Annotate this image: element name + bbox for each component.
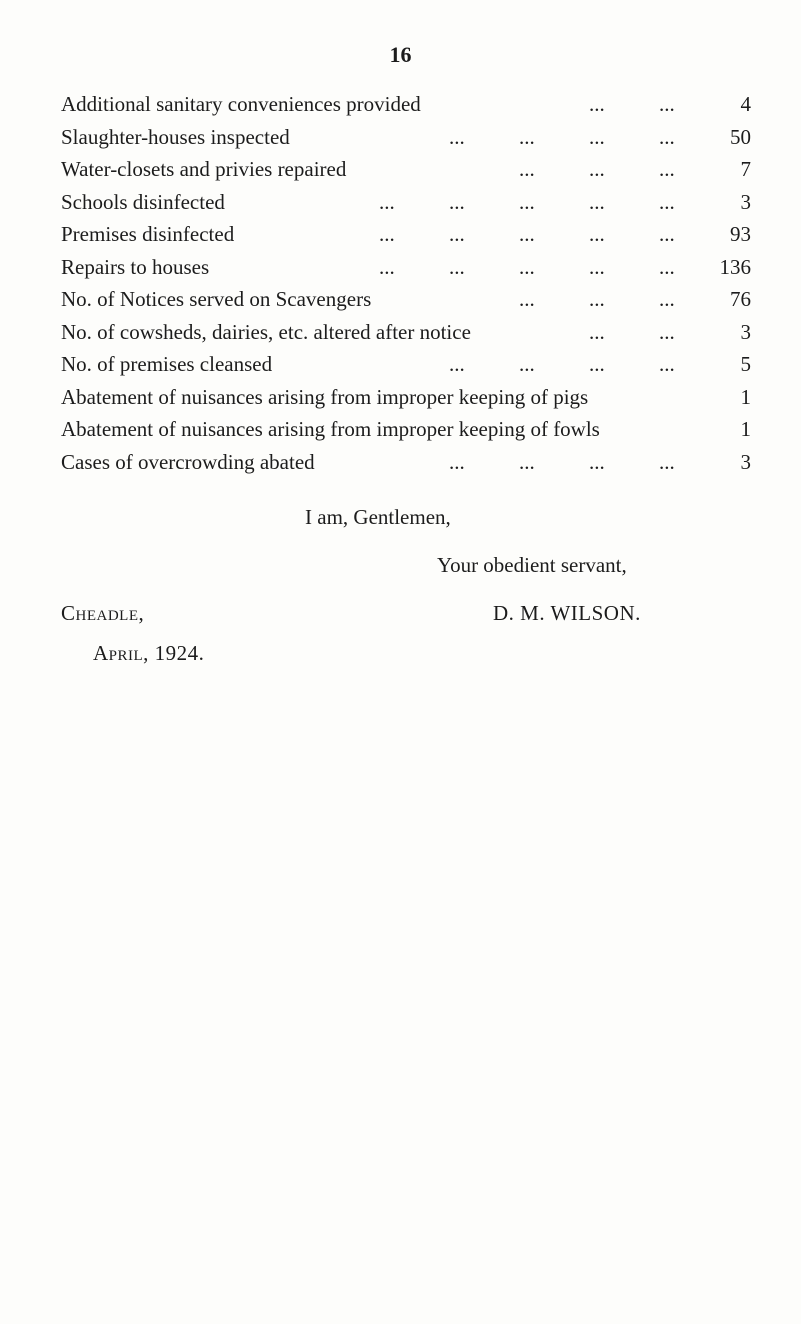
dot-leader: ... [449,222,465,246]
item-value: 3 [740,189,751,214]
place: Cheadle, [61,601,145,625]
dot-leader: ... [659,92,675,116]
dot-leader: ... [589,287,605,311]
table-row [61,121,751,154]
item-value: 136 [719,254,751,279]
table-row [61,283,751,316]
dot-leader: ... [589,254,605,279]
dot-leader: ... [589,352,605,376]
dot-leader: ... [659,189,675,214]
dot-leader: ... [659,222,675,246]
dot-leader: ... [659,157,675,181]
dot-leader: ... [659,449,675,474]
item-label: Schools disinfected [61,189,225,214]
dot-leader: ... [519,449,535,474]
item-value: 5 [740,352,751,376]
signature: D. M. WILSON. [493,601,641,625]
item-value: 93 [730,222,751,246]
dot-leader: ... [519,189,535,214]
item-label: Slaughter-houses inspected [61,124,290,149]
item-value: 1 [740,417,751,441]
statistics-list [61,88,751,478]
dot-leader: ... [449,189,465,214]
item-label: No. of Notices served on Scavengers [61,287,372,311]
item-value: 50 [730,124,751,149]
dot-leader: ... [449,124,465,149]
dot-leader: ... [519,287,535,311]
valediction: Your obedient servant, [437,553,627,577]
table-row [61,446,751,479]
dot-leader: ... [659,124,675,149]
dot-leader: ... [519,254,535,279]
dot-leader: ... [659,352,675,376]
date: April, 1924. [93,641,205,665]
item-label: Additional sanitary conveniences provided [61,92,421,116]
item-label: Abatement of nuisances arising from improper keeping of fowls [61,417,600,441]
salutation: I am, Gentlemen, [305,505,451,529]
dot-leader: ... [589,124,605,149]
item-label: No. of cowsheds, dairies, etc. altered after notice [61,319,471,344]
item-label: Abatement of nuisances arising from improper keeping of pigs [61,384,589,409]
dot-leader: ... [519,157,535,181]
table-row [61,186,751,219]
table-row [61,316,751,349]
dot-leader: ... [589,189,605,214]
item-label: Water-closets and privies repaired [61,157,347,181]
item-value: 7 [740,157,751,181]
item-value: 4 [740,92,751,116]
dot-leader: ... [379,189,395,214]
item-label: Cases of overcrowding abated [61,449,315,474]
dot-leader: ... [589,92,605,116]
dot-leader: ... [589,449,605,474]
item-value: 3 [740,319,751,344]
table-row [61,251,751,284]
dot-leader: ... [519,124,535,149]
item-value: 1 [740,384,751,409]
item-label: Repairs to houses [61,254,210,279]
dot-leader: ... [379,222,395,246]
dot-leader: ... [449,449,465,474]
table-row [61,413,751,446]
dot-leader: ... [379,254,395,279]
table-row [61,218,751,251]
page-number: 16 [389,42,412,67]
dot-leader: ... [589,319,605,344]
dot-leader: ... [519,352,535,376]
table-row [61,153,751,186]
item-value: 76 [730,287,751,311]
dot-leader: ... [659,319,675,344]
table-row [61,348,751,381]
table-row [61,381,751,414]
dot-leader: ... [659,287,675,311]
dot-leader: ... [449,352,465,376]
dot-leader: ... [589,222,605,246]
dot-leader: ... [589,157,605,181]
item-value: 3 [740,449,751,474]
dot-leader: ... [519,222,535,246]
dot-leader: ... [659,254,675,279]
dot-leader: ... [449,254,465,279]
item-label: Premises disinfected [61,222,235,246]
item-label: No. of premises cleansed [61,352,273,376]
table-row [61,88,751,121]
